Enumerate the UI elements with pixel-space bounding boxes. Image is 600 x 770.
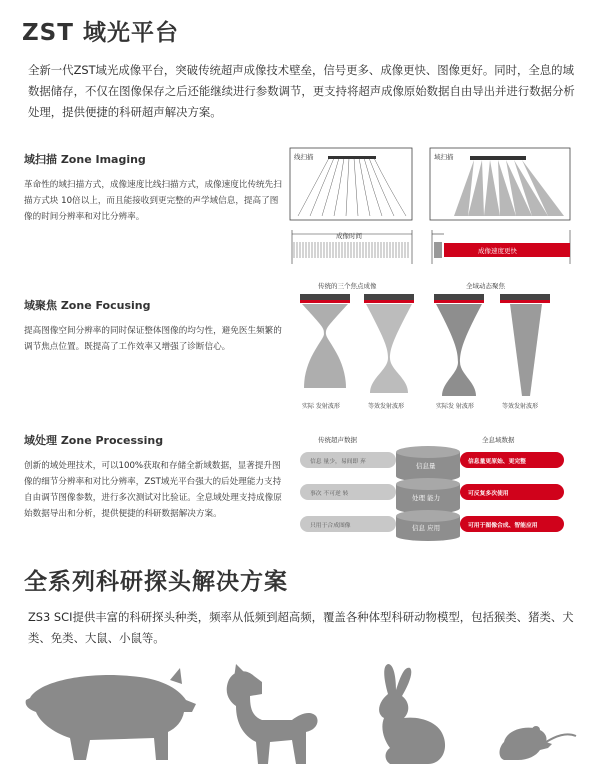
full-focus-label: 全域动态聚焦 <box>466 282 505 290</box>
faster-label: 成像速度更快 <box>478 247 517 255</box>
processing-heading: 域处理 Zone Processing <box>24 434 164 447</box>
traditional-data-label: 传统超声数据 <box>318 436 357 444</box>
focusing-diagram <box>294 278 570 418</box>
dog-icon <box>227 664 318 764</box>
animals-illustration <box>0 660 600 770</box>
center-item-1: 信息量 <box>416 462 436 470</box>
probes-text: ZS3 SCI提供丰富的科研探头种类，频率从低频到超高频，覆盖各种体型科研动物模型，包括猴类、猪类、犬类、免类、大鼠、小鼠等。 <box>28 610 574 645</box>
focus-caption-1: 实际 发射波形 <box>302 403 340 410</box>
imaging-heading: 域扫描 Zone Imaging <box>24 153 146 166</box>
page-title: ZST 域光平台 <box>22 20 179 46</box>
processing-diagram <box>296 432 568 542</box>
focus-caption-4: 等效发射波形 <box>502 403 539 410</box>
time-label: 成像时间 <box>336 232 362 240</box>
focusing-text: 提高图像空间分辨率的同时保证整体图像的均匀性，避免医生频繁的调节焦点位置。既提高了工作效率又增强了诊断信心。 <box>24 326 282 352</box>
focus-caption-2: 等效发射波形 <box>368 403 405 410</box>
intro-paragraph: 全新一代ZST域光成像平台，突破传统超声成像技术壁垒，信号更多、成像更快、图像更好。同时，全息的域数据储存，不仅在图像保存之后还能继续进行参数调节，更支持将超声成像原始数据自由导出并进行数据分析处理，提供便捷的科研超声解决方案。 <box>28 63 575 119</box>
processing-text: 创新的域处理技术，可以100%获取和存储全新域数据，显著提升图像的细节分辨率和对比分辨率，ZST域光平台强大的后处理能力支持自由调节图像参数，进行多次测试对比验证。全息域处理支持成像原始数据导出和分析，提供便捷的科研数据解决方案。 <box>24 461 282 519</box>
left-item-1: 信息 量少，易间即 弃 <box>310 459 366 465</box>
left-item-2: 事次 不可逆 转 <box>310 491 349 497</box>
pig-icon <box>26 668 196 760</box>
center-item-3: 信息 应用 <box>412 524 441 532</box>
right-item-3: 可用于图像合成、智能应用 <box>468 523 538 529</box>
right-item-2: 可反复多次使用 <box>468 491 509 497</box>
mouse-icon <box>500 726 577 760</box>
traditional-focus-label: 传统的三个焦点成像 <box>318 282 377 290</box>
focusing-heading: 域聚焦 Zone Focusing <box>24 299 151 312</box>
line-scan-label: 线扫描 <box>294 153 314 161</box>
imaging-diagram <box>284 146 580 266</box>
probes-heading: 全系列科研探头解决方案 <box>24 569 288 595</box>
left-item-3: 只用于合成图像 <box>310 523 351 529</box>
rabbit-icon <box>379 664 445 764</box>
focus-caption-3: 实际发 射波形 <box>436 403 474 410</box>
imaging-text: 革命性的域扫描方式，成像速度比线扫描方式，成像速度比传统先扫描方式块 10倍以上，而且能接收到更完整的声学域信息，提高了图像的时间分辨率和对比分辨率。 <box>24 180 282 222</box>
right-item-1: 信息量更原始、更完整 <box>468 459 526 465</box>
full-data-label: 全息域数据 <box>482 436 515 444</box>
zone-scan-label: 域扫描 <box>434 153 454 161</box>
center-item-2: 处理 能力 <box>412 494 441 502</box>
